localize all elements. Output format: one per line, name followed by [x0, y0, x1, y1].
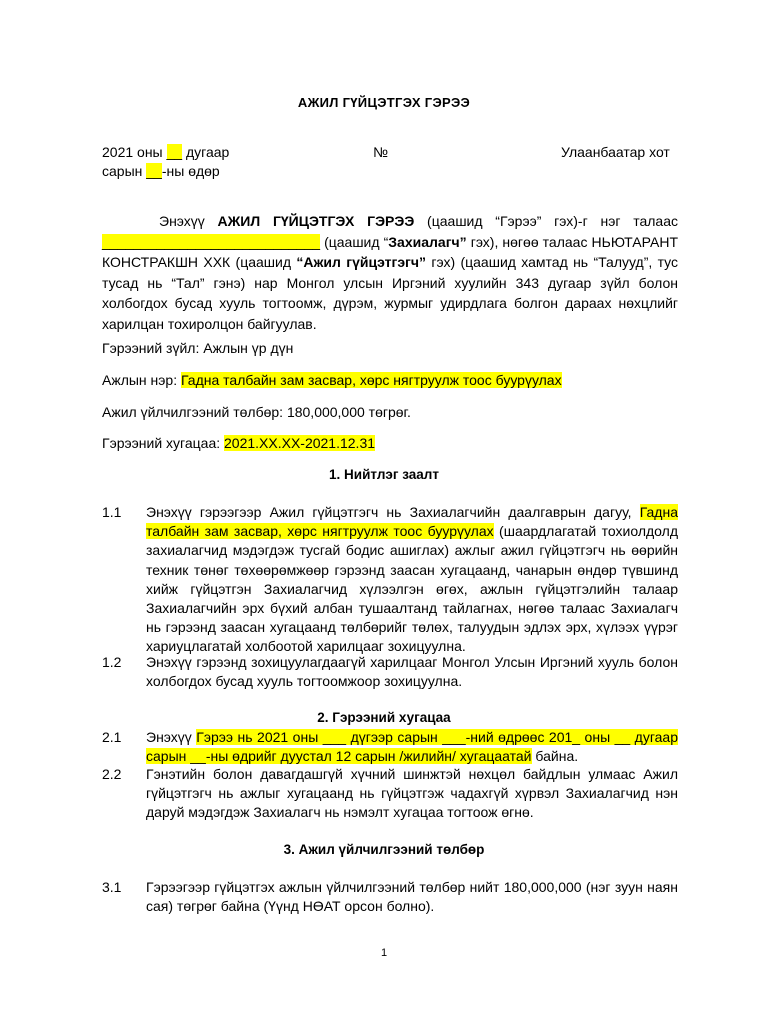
intro-paragraph	[102, 211, 678, 334]
clause-text: (шаардлагатай тохиолдолд захиалагчид мэдэгдэж тусгай бодис ашиглах) ажлыг ажил гүйцэтгэгч нь өөрийн техник төнөг төхөөрөмжөөр гэрээнд заасан хугацаанд, чанарын өндөр түвшинд хийж гүйцэтгэн Захиалагчид хүлээлгэн өгөх, ажлын гүйцэтгэлийн талаар Захиалагчийн эрх бүхий албан тушаалтанд тайлагнах, нөгөө талаас Захиалагч нь гэрээнд заасан хугацаанд төлбөрийг төлөх, талуудын эдлэх эрх, хүлээх үүрэг хариуцлагатай холбоотой харилцааг зохицуулна.	[146, 523, 678, 655]
clause-text: Гэнэтийн болон давагдашгүй хүчний шинжтэй нөхцөл байдлын улмаас Ажил гүйцэтгэгч нь ажлыг хугацаанд нь гүйцэтгэж чадахгүй хүрвэл Захиалагчид нэн даруй мэдэгдэж Захиалагч нь нэмэлт хугацаа тогтоож өгнө.	[146, 766, 678, 821]
job-name-line	[102, 371, 562, 390]
date-month-blank: __	[166, 144, 183, 160]
document-title: АЖИЛ ГҮЙЦЭТГЭХ ГЭРЭЭ	[297, 95, 471, 110]
clause-text: Энэхүү гэрээнд зохицуулагдаагүй харилцааг Монгол Улсын Иргэний хууль болон холбогдох бусад хууль тогтоомжоор зохицуулна.	[146, 654, 678, 690]
term-value: 2021.XX.XX-2021.12.31	[224, 435, 376, 451]
page-number: 1	[380, 947, 388, 959]
clause-number: 2.2	[102, 766, 122, 782]
contract-subject: Гэрээний зүйл: Ажлын үр дүн	[102, 340, 294, 356]
intro-contractor-term: “Ажил гүйцэтгэгч”	[296, 254, 427, 270]
clause-text: Гэрээгээр гүйцэтгэх ажлын үйлчилгээний төлбөр нийт 180,000,000 (нэг зуун наян сая) төгрөг байна (Үүнд НӨАТ орсон болно).	[146, 879, 678, 915]
contract-date-line-2	[102, 162, 220, 181]
date-day-blank: __	[146, 163, 162, 179]
service-fee: Ажил үйлчилгээний төлбөр: 180,000,000 төгрөг.	[102, 404, 411, 420]
contract-city: Улаанбаатар хот	[561, 144, 670, 160]
intro-text-c: (цаашид “	[320, 233, 389, 250]
client-name-blank: ____________________________	[102, 233, 321, 250]
date-year: 2021 оны	[102, 144, 167, 160]
clause-number: 2.1	[102, 729, 122, 745]
clause-highlight: Гадна талбайн зам засвар, хөрс нягтруулж тоос буурүулах	[146, 504, 678, 540]
clause-1-1	[102, 503, 678, 657]
clause-text: байна.	[531, 748, 579, 765]
intro-contract-title: АЖИЛ ГҮЙЦЭТГЭХ ГЭРЭЭ	[217, 213, 415, 229]
intro-text-b: (цаашид “Гэрээ” гэх)-г нэг талаас	[414, 213, 678, 229]
section-heading-3: 3. Ажил үйлчилгээний төлбөр	[283, 842, 485, 857]
date-day-suffix: -ны өдөр	[161, 163, 220, 179]
clause-2-2	[102, 765, 678, 823]
contract-term-line	[102, 434, 375, 453]
intro-text-d: гэх), нөгөө талаас НЬЮТАРАНТ КОНСТРАКШН ХХК (цаашид	[102, 233, 678, 270]
clause-number: 1.1	[102, 504, 122, 520]
date-month-suffix: дугаар	[182, 144, 230, 160]
clause-1-2	[102, 653, 678, 691]
clause-3-1	[102, 878, 678, 916]
intro-text-a: Энэхүү	[159, 213, 218, 229]
section-heading-2: 2. Гэрээний хугацаа	[317, 710, 451, 725]
job-name-value: Гадна талбайн зам засвар, хөрс нягтруулж тоос буурүулах	[181, 372, 562, 388]
clause-number: 1.2	[102, 654, 122, 670]
contract-number: №	[373, 144, 389, 160]
intro-text-e: гэх) (цаашид хамтад нь “Талууд”, тус тусад нь “Тал” гэнэ) нар Монгол улсын Иргэний хуулийн 343 дугаар зүйл болон холбогдох бусад хууль тогтоомж, дүрэм, журмыг удирдлага болгон дараах нөхцлийг харилцан тохиролцон байгуулав.	[102, 254, 678, 332]
clause-2-1	[102, 728, 678, 766]
term-label: Гэрээний хугацаа:	[102, 435, 225, 451]
job-name-label: Ажлын нэр:	[102, 372, 181, 388]
clause-number: 3.1	[102, 879, 122, 895]
date-day-prefix: сарын	[102, 163, 147, 179]
section-heading-1: 1. Нийтлэг заалт	[329, 467, 439, 482]
clause-text: Энэхүү гэрээгээр Ажил гүйцэтгэгч нь Захиалагчийн даалгаврын дагуу,	[146, 504, 640, 520]
contract-date-line-1	[102, 143, 229, 162]
clause-highlight: Гэрээ нь 2021 оны ___ дүгээр сарын ___-ний өдрөөс 201_ оны __ дугаар сарын __-ны өдрийг дуустал 12 сарын /жилийн/ хугацаатай	[146, 729, 678, 765]
intro-client-term: Захиалагч”	[388, 233, 467, 250]
clause-text: Энэхүү	[146, 729, 197, 745]
